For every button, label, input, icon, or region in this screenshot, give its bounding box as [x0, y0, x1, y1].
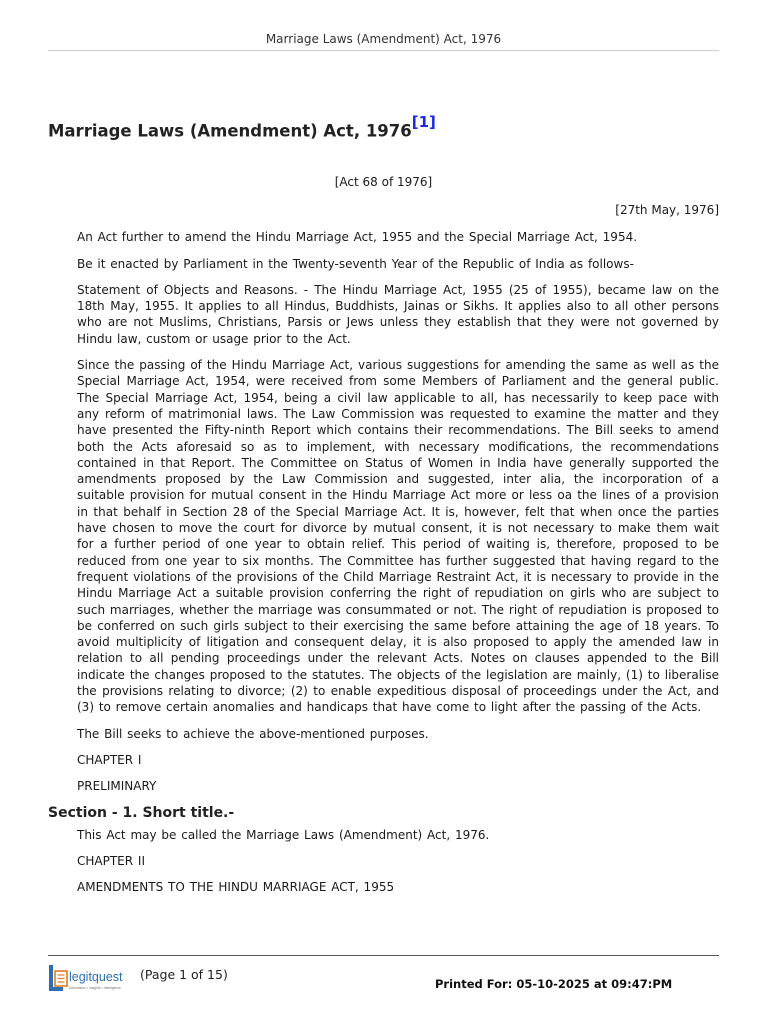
legitquest-logo	[48, 962, 138, 996]
chapter-heading: CHAPTER II	[77, 853, 145, 868]
act-date: [27th May, 1976]	[615, 203, 719, 218]
purpose-paragraph: The Bill seeks to achieve the above-mentioned purposes.	[77, 726, 429, 741]
title-text: Marriage Laws (Amendment) Act, 1976	[48, 121, 412, 141]
reasons-paragraph: Since the passing of the Hindu Marriage Act, various suggestions for amending the same as well as the Special Marriage Act, 1954, were received from some Members of Parliament and the general public. The Special Marriage Act, 1954, being a civil law applicable to all, has necessarily to keep pace with any reform of matrimonial laws. The Law Commission was requested to examine the matter and they have presented the Fifty-ninth Report which contains their recommendations. The Bill seeks to amend both the Acts aforesaid so as to implement, with necessary modifications, the recommendations contained in that Report. The Committee on Status of Women in India have generally supported the amendments proposed by the Law Commission and suggested, inter alia, the incorporation of a suitable provision for mutual consent in the Hindu Marriage Act more or less oa the lines of a provision in that behalf in Section 28 of the Special Marriage Act. It is, however, felt that when once the parties have chosen to move the court for divorce by mutual consent, it is not necessary to make them wait for a further period of one year to obtain relief. This period of waiting is, therefore, proposed to be reduced from one year to six months. The Committee has further suggested that having regard to the frequent violations of the provisions of the Child Marriage Restraint Act, it is necessary to provide in the Hindu Marriage Act a suitable provision conferring the right of repudiation on girls who are subject to such marriages, whether the marriage was consummated or not. The right of repudiation is proposed to be conferred on such girls subject to their exercising the same before attaining the age of 18 years. To avoid multiplicity of litigation and consequent delay, it is also proposed to apply the amended law in relation to all pending proceedings under the relevant Acts. Notes on clauses appended to the Bill indicate the changes proposed to the statutes. The objects of the legislation are mainly, (1) to liberalise the provisions relating to divorce; (2) to enable expeditious disposal of proceedings under the Act, and (3) to remove certain anomalies and handicaps that have come to light after the passing of the Acts.	[77, 358, 719, 715]
section-text: This Act may be called the Marriage Laws (Amendment) Act, 1976.	[77, 827, 490, 842]
objects-paragraph: Statement of Objects and Reasons. - The Hindu Marriage Act, 1955 (25 of 1955), became law on the 18th May, 1955. It applies to all Hindus, Buddhists, Jainas or Sikhs. It applies also to all other persons who are not Muslims, Christians, Parsis or Jews unless they establish that they were not governed by Hindu law, custom or usage prior to the Act.	[77, 282, 719, 346]
footer-divider	[48, 955, 719, 956]
page-indicator: (Page 1 of 15)	[140, 967, 228, 982]
printed-for-stamp: Printed For: 05-10-2025 at 09:47:PM	[435, 977, 673, 991]
section-heading: Section - 1. Short title.-	[48, 804, 235, 821]
running-header: Marriage Laws (Amendment) Act, 1976	[48, 32, 719, 51]
chapter-heading: CHAPTER I	[77, 752, 142, 767]
chapter-title: PRELIMINARY	[77, 779, 157, 794]
footnote-link[interactable]: [1]	[411, 113, 436, 131]
document-title	[48, 113, 719, 141]
chapter-title: AMENDMENTS TO THE HINDU MARRIAGE ACT, 1955	[77, 880, 395, 895]
logo-wordmark: legitquest	[69, 970, 123, 984]
logo-tagline: Information • Insights • Intelligence	[69, 986, 121, 990]
act-number: [Act 68 of 1976]	[334, 175, 433, 190]
long-title-paragraph: An Act further to amend the Hindu Marriage Act, 1955 and the Special Marriage Act, 1954.	[77, 230, 638, 245]
document-body	[48, 113, 719, 895]
enacting-clause: Be it enacted by Parliament in the Twenty-seventh Year of the Republic of India as follows-	[77, 256, 634, 271]
